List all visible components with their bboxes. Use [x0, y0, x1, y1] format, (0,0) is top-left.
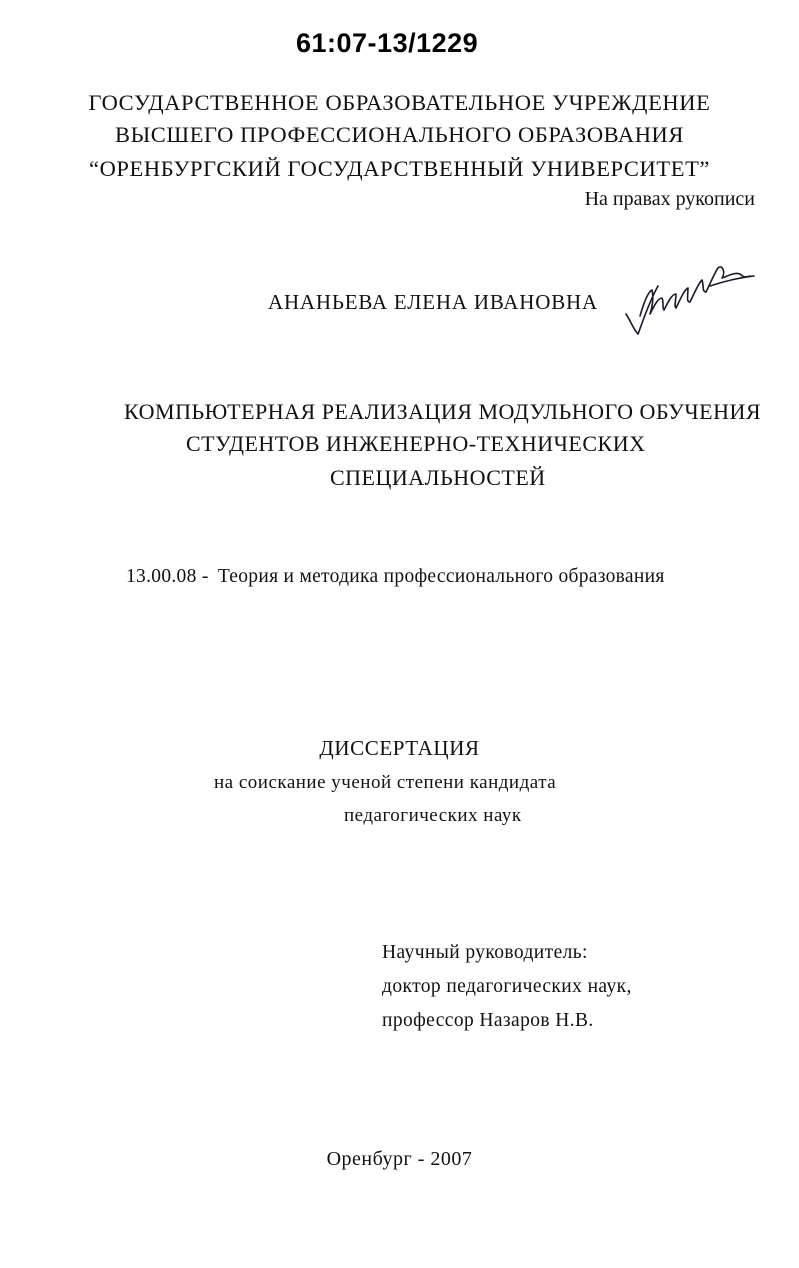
- supervisor-name: профессор Назаров Н.В.: [382, 1010, 594, 1031]
- specialty: [126, 566, 665, 588]
- degree-line-1: на соискание ученой степени кандидата: [214, 772, 557, 793]
- specialty-name: Теория и методика профессионального образования: [217, 566, 665, 587]
- title-line-2: СТУДЕНТОВ ИНЖЕНЕРНО-ТЕХНИЧЕСКИХ: [186, 431, 646, 456]
- institution-line-1: ГОСУДАРСТВЕННОЕ ОБРАЗОВАТЕЛЬНОЕ УЧРЕЖДЕНИЕ: [88, 90, 711, 115]
- institution-line-3: “ОРЕНБУРГСКИЙ ГОСУДАРСТВЕННЫЙ УНИВЕРСИТЕТ”: [88, 156, 711, 181]
- degree-line-2: педагогических наук: [344, 805, 522, 826]
- title-line-3: СПЕЦИАЛЬНОСТЕЙ: [330, 465, 546, 490]
- place-year: Оренбург - 2007: [326, 1148, 473, 1170]
- signature-main-stroke: [640, 267, 750, 316]
- author-name: АНАНЬЕВА ЕЛЕНА ИВАНОВНА: [268, 290, 598, 314]
- manuscript-rights: На правах рукописи: [584, 188, 755, 210]
- institution-line-2: ВЫСШЕГО ПРОФЕССИОНАЛЬНОГО ОБРАЗОВАНИЯ: [114, 122, 685, 147]
- document-type: ДИССЕРТАЦИЯ: [319, 736, 480, 760]
- archive-code: 61:07-13/1229: [296, 28, 479, 58]
- supervisor-degree: доктор педагогических наук,: [382, 976, 632, 997]
- specialty-separator: -: [201, 566, 209, 587]
- specialty-code: 13.00.08: [126, 566, 197, 587]
- author-signature: [618, 246, 758, 338]
- supervisor-label: Научный руководитель:: [382, 942, 588, 963]
- signature-underline-stroke: [710, 276, 754, 286]
- title-line-1: КОМПЬЮТЕРНАЯ РЕАЛИЗАЦИЯ МОДУЛЬНОГО ОБУЧЕНИЯ: [124, 399, 762, 424]
